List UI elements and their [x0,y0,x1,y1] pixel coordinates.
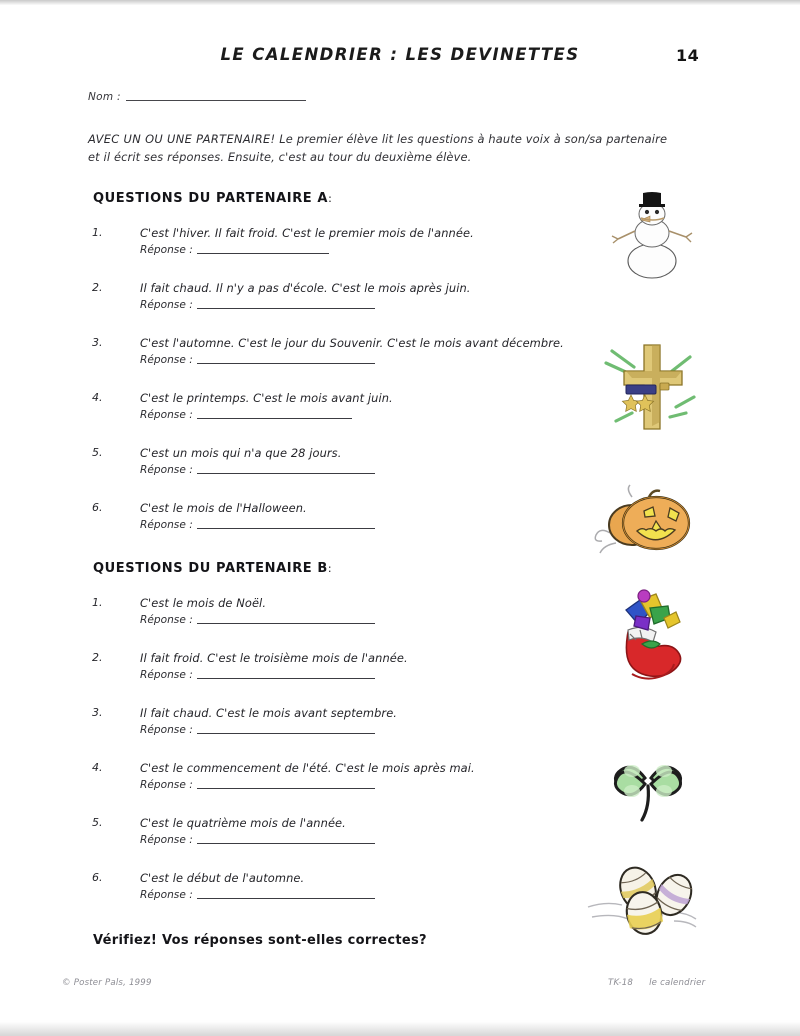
question-number: 1. [92,226,103,239]
question-number: 6. [92,871,103,884]
answer-row [140,834,375,846]
name-field-row [88,91,306,103]
question-item [0,281,800,336]
name-input-blank[interactable] [126,99,306,101]
section-heading-partner-a [93,191,332,206]
answer-row [140,779,375,791]
question-text: Il fait chaud. C'est le mois avant septembre. [140,706,398,720]
answer-row [140,669,375,681]
question-text: Il fait chaud. Il n'y a pas d'école. C'est le mois après juin. [140,281,471,295]
answer-label: Réponse : [140,519,193,531]
answer-label: Réponse : [140,724,193,736]
section-heading-a-text: QUESTIONS DU PARTENAIRE A [93,191,329,206]
question-number: 2. [92,281,103,294]
instructions-heading: AVEC UN OU UNE PARTENAIRE! [88,132,276,146]
answer-row [140,724,375,736]
section-heading-partner-b [93,561,332,576]
answer-label: Réponse : [140,614,193,626]
question-text: C'est le mois de l'Halloween. [140,501,307,515]
answer-input-blank[interactable] [197,252,329,254]
answer-label: Réponse : [140,834,193,846]
section-heading-b-colon: : [327,562,333,575]
answer-row [140,244,329,256]
answer-input-blank[interactable] [197,472,375,474]
answer-input-blank[interactable] [197,307,375,309]
answer-input-blank[interactable] [197,787,375,789]
question-text: Il fait froid. C'est le troisième mois de l'année. [140,651,408,665]
answer-label: Réponse : [140,779,193,791]
answer-label: Réponse : [140,299,193,311]
question-number: 3. [92,706,103,719]
answer-row [140,409,352,421]
answer-label: Réponse : [140,669,193,681]
footer-meta [608,978,705,988]
instructions-paragraph [88,131,668,166]
answer-row [140,614,375,626]
footer-copyright: © Poster Pals, 1999 [62,978,152,988]
question-number: 5. [92,446,103,459]
section-heading-a-colon: : [328,192,333,205]
answer-label: Réponse : [140,889,193,901]
christmas-stocking-illustration [598,588,698,684]
answer-label: Réponse : [140,354,193,366]
footer-subject: le calendrier [649,978,706,988]
question-text: C'est le quatrième mois de l'année. [140,816,346,830]
answer-row [140,889,375,901]
scan-edge-bottom [0,1022,800,1036]
question-text: C'est le commencement de l'été. C'est le mois après mai. [140,761,475,775]
name-label: Nom : [88,91,121,103]
answer-label: Réponse : [140,409,193,421]
question-number: 2. [92,651,103,664]
footer-code: TK-18 [608,978,634,988]
closing-instruction: Vérifiez! Vos réponses sont-elles correctes? [93,933,427,948]
question-number: 3. [92,336,103,349]
page-number: 14 [676,46,700,65]
answer-row [140,519,375,531]
page-title: LE CALENDRIER : LES DEVINETTES [220,44,580,65]
question-text: C'est un mois qui n'a que 28 jours. [140,446,342,460]
answer-input-blank[interactable] [197,362,375,364]
question-text: C'est le mois de Noël. [140,596,267,610]
answer-input-blank[interactable] [197,622,375,624]
four-leaf-clover-illustration [598,738,698,834]
snowman-illustration [606,191,698,283]
remembrance-cross-illustration [598,335,704,443]
answer-input-blank[interactable] [197,842,375,844]
answer-input-blank[interactable] [197,677,375,679]
answer-row [140,464,375,476]
answer-row [140,354,375,366]
question-number: 1. [92,596,103,609]
question-text: C'est l'hiver. Il fait froid. C'est le premier mois de l'année. [140,226,474,240]
answer-input-blank[interactable] [197,527,375,529]
jack-o-lantern-illustration [592,483,704,563]
easter-eggs-illustration [582,863,706,941]
question-text: C'est l'automne. C'est le jour du Souvenir. C'est le mois avant décembre. [140,336,564,350]
answer-label: Réponse : [140,464,193,476]
question-number: 4. [92,391,103,404]
question-number: 5. [92,816,103,829]
worksheet-sheet [0,5,800,1020]
answer-input-blank[interactable] [197,417,352,419]
instructions-body: Le premier élève lit les questions à haute voix à son/sa partenaire et il écrit ses réponses. Ensuite, c'est au tour du deuxième élève. [88,132,668,164]
answer-input-blank[interactable] [197,732,375,734]
question-number: 4. [92,761,103,774]
section-heading-b-text: QUESTIONS DU PARTENAIRE B [93,561,328,576]
answer-input-blank[interactable] [197,897,375,899]
question-text: C'est le début de l'automne. [140,871,305,885]
answer-label: Réponse : [140,244,193,256]
question-number: 6. [92,501,103,514]
question-text: C'est le printemps. C'est le mois avant juin. [140,391,393,405]
answer-row [140,299,375,311]
